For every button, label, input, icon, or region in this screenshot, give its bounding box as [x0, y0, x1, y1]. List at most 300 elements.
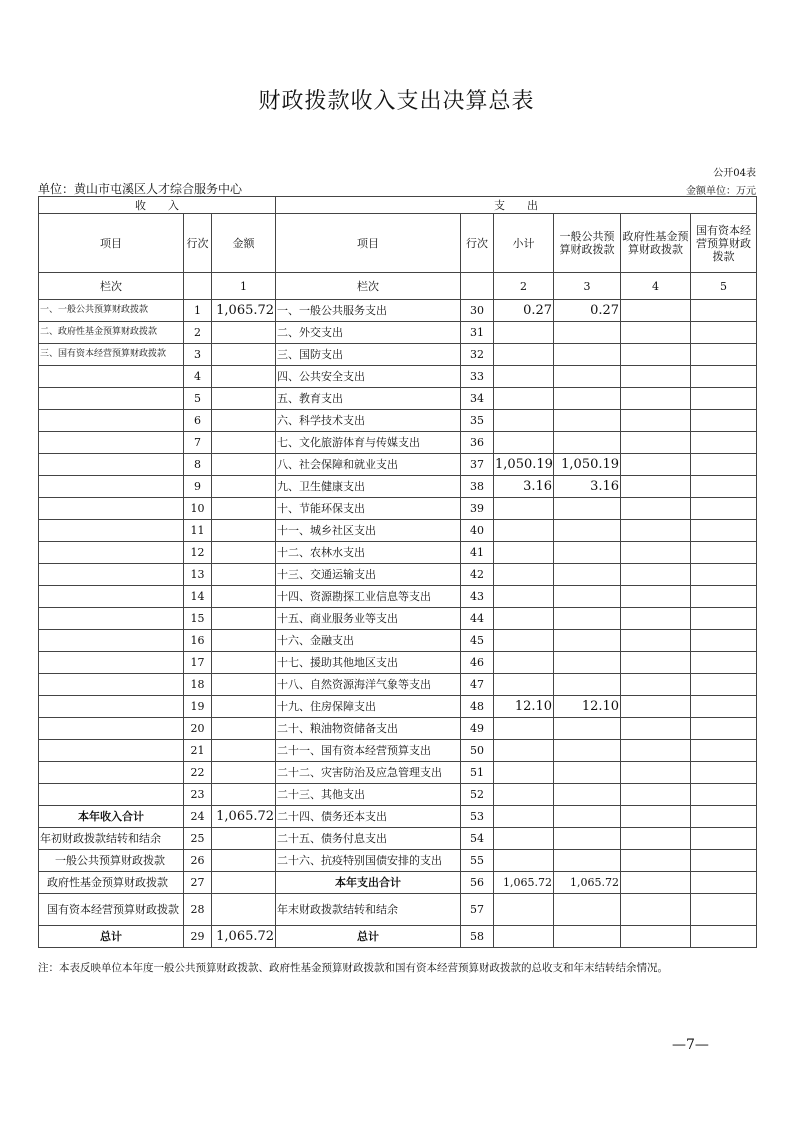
income-line-no-cell: 25 — [184, 828, 212, 850]
income-amount-cell — [212, 696, 276, 718]
state-capital-cell — [691, 696, 757, 718]
state-capital-cell — [691, 542, 757, 564]
income-item-cell — [39, 476, 184, 498]
income-line-no-cell: 26 — [184, 850, 212, 872]
expense-item-cell: 十九、住房保障支出 — [276, 696, 461, 718]
expense-line-no-cell: 31 — [461, 322, 494, 344]
table-row — [39, 784, 757, 806]
income-item-cell — [39, 784, 184, 806]
income-item-cell — [39, 696, 184, 718]
income-line-no-cell: 15 — [184, 608, 212, 630]
expense-line-no-cell: 44 — [461, 608, 494, 630]
income-amount-cell — [212, 674, 276, 696]
income-item-cell: 二、政府性基金预算财政拨款 — [39, 322, 184, 344]
income-line-no-cell: 11 — [184, 520, 212, 542]
subtotal-cell: 1,050.19 — [494, 454, 554, 476]
general-budget-cell — [554, 894, 621, 926]
income-item-cell — [39, 564, 184, 586]
expense-item-cell: 二十五、债务付息支出 — [276, 828, 461, 850]
fund-budget-cell — [621, 432, 691, 454]
income-line-no-cell: 6 — [184, 410, 212, 432]
table-row — [39, 828, 757, 850]
expense-item-cell: 六、科学技术支出 — [276, 410, 461, 432]
state-capital-cell — [691, 762, 757, 784]
income-amount-cell — [212, 608, 276, 630]
income-item-cell: 本年收入合计 — [39, 806, 184, 828]
income-amount-cell — [212, 652, 276, 674]
expense-line-no-cell: 53 — [461, 806, 494, 828]
income-line-no-cell: 20 — [184, 718, 212, 740]
income-item-cell: 一般公共预算财政拨款 — [39, 850, 184, 872]
income-line-no-cell: 29 — [184, 926, 212, 948]
expense-item-cell: 十五、商业服务业等支出 — [276, 608, 461, 630]
expense-item-cell: 二十六、抗疫特别国债安排的支出 — [276, 850, 461, 872]
state-capital-cell — [691, 740, 757, 762]
income-item-cell: 国有资本经营预算财政拨款 — [39, 894, 184, 926]
fund-budget-cell — [621, 850, 691, 872]
table-row — [39, 520, 757, 542]
fund-budget-cell — [621, 454, 691, 476]
fund-budget-cell — [621, 926, 691, 948]
income-amount-header: 金额 — [212, 214, 276, 273]
state-capital-cell — [691, 926, 757, 948]
subtotal-cell — [494, 498, 554, 520]
general-budget-cell — [554, 762, 621, 784]
income-line-no-cell: 17 — [184, 652, 212, 674]
general-budget-cell — [554, 498, 621, 520]
income-amount-cell: 1,065.72 — [212, 806, 276, 828]
table-row — [39, 388, 757, 410]
state-capital-cell — [691, 894, 757, 926]
general-budget-cell — [554, 608, 621, 630]
general-budget-cell: 3.16 — [554, 476, 621, 498]
income-item-cell — [39, 388, 184, 410]
expense-line-no-cell: 37 — [461, 454, 494, 476]
table-row — [39, 718, 757, 740]
income-amount-cell — [212, 498, 276, 520]
table-row — [39, 894, 757, 926]
general-budget-cell — [554, 388, 621, 410]
expense-line-no-cell: 51 — [461, 762, 494, 784]
income-item-cell — [39, 454, 184, 476]
expense-line-no-cell: 41 — [461, 542, 494, 564]
fund-budget-cell — [621, 322, 691, 344]
general-budget-cell — [554, 432, 621, 454]
subtotal-cell: 3.16 — [494, 476, 554, 498]
income-amount-cell — [212, 454, 276, 476]
state-capital-cell — [691, 586, 757, 608]
fund-budget-cell — [621, 498, 691, 520]
income-line-no-cell: 21 — [184, 740, 212, 762]
income-item-cell — [39, 410, 184, 432]
income-line-no-cell: 4 — [184, 366, 212, 388]
income-line-no-cell: 13 — [184, 564, 212, 586]
income-line-no-cell: 23 — [184, 784, 212, 806]
income-amount-cell — [212, 784, 276, 806]
expense-line-no-cell: 57 — [461, 894, 494, 926]
subtotal-cell — [494, 432, 554, 454]
income-amount-cell — [212, 762, 276, 784]
subtotal-cell — [494, 410, 554, 432]
column-index-row — [39, 273, 757, 300]
state-capital-cell — [691, 366, 757, 388]
expense-line-no-cell: 38 — [461, 476, 494, 498]
expense-item-cell: 总计 — [276, 926, 461, 948]
income-amount-cell — [212, 542, 276, 564]
income-item-cell — [39, 432, 184, 454]
expense-line-no-cell: 40 — [461, 520, 494, 542]
fund-budget-cell — [621, 608, 691, 630]
income-item-cell — [39, 674, 184, 696]
fund-budget-cell — [621, 388, 691, 410]
table-row — [39, 410, 757, 432]
income-line-no-cell: 19 — [184, 696, 212, 718]
page-title: 财政拨款收入支出决算总表 — [258, 89, 535, 114]
expense-item-cell: 二十一、国有资本经营预算支出 — [276, 740, 461, 762]
income-amount-cell — [212, 564, 276, 586]
income-line-no-cell: 22 — [184, 762, 212, 784]
fund-budget-cell — [621, 740, 691, 762]
table-row — [39, 630, 757, 652]
expense-line-no-cell: 36 — [461, 432, 494, 454]
income-amount-cell — [212, 630, 276, 652]
subtotal-cell — [494, 542, 554, 564]
fund-budget-cell — [621, 872, 691, 894]
state-capital-cell — [691, 828, 757, 850]
state-capital-cell — [691, 718, 757, 740]
state-capital-cell — [691, 850, 757, 872]
state-capital-cell — [691, 520, 757, 542]
form-code: 公开04表 — [713, 168, 756, 179]
income-line-no-cell: 8 — [184, 454, 212, 476]
income-item-cell — [39, 608, 184, 630]
general-budget-cell — [554, 784, 621, 806]
general-budget-cell — [554, 564, 621, 586]
income-item-cell — [39, 366, 184, 388]
expense-line-no-cell: 32 — [461, 344, 494, 366]
expense-item-cell: 五、教育支出 — [276, 388, 461, 410]
fund-budget-cell — [621, 564, 691, 586]
table-row — [39, 608, 757, 630]
state-capital-cell — [691, 564, 757, 586]
income-amount-cell — [212, 432, 276, 454]
income-amount-cell — [212, 828, 276, 850]
general-budget-cell — [554, 322, 621, 344]
state-capital-cell — [691, 806, 757, 828]
table-row — [39, 344, 757, 366]
col-index-4: 4 — [621, 273, 691, 300]
expense-line-no-cell: 46 — [461, 652, 494, 674]
expense-item-cell: 十一、城乡社区支出 — [276, 520, 461, 542]
income-item-cell: 总计 — [39, 926, 184, 948]
table-row — [39, 806, 757, 828]
subtotal-cell — [494, 894, 554, 926]
income-line-no-cell: 2 — [184, 322, 212, 344]
col-index-3: 3 — [554, 273, 621, 300]
col-index-5: 5 — [691, 273, 757, 300]
income-item-cell — [39, 542, 184, 564]
income-item-cell — [39, 520, 184, 542]
subtotal-cell — [494, 586, 554, 608]
expense-line-header: 行次 — [461, 214, 494, 273]
general-budget-cell — [554, 828, 621, 850]
general-budget-cell: 0.27 — [554, 300, 621, 322]
income-amount-cell — [212, 366, 276, 388]
state-capital-cell — [691, 476, 757, 498]
table-row — [39, 740, 757, 762]
expense-item-cell: 三、国防支出 — [276, 344, 461, 366]
state-capital-cell — [691, 410, 757, 432]
general-budget-cell — [554, 850, 621, 872]
subtotal-cell — [494, 322, 554, 344]
general-budget-cell — [554, 410, 621, 432]
state-capital-cell — [691, 432, 757, 454]
income-line-no-cell: 12 — [184, 542, 212, 564]
income-amount-cell — [212, 718, 276, 740]
income-line-no-cell: 28 — [184, 894, 212, 926]
income-amount-cell: 1,065.72 — [212, 926, 276, 948]
general-budget-cell — [554, 806, 621, 828]
income-amount-cell — [212, 520, 276, 542]
income-header: 收 入 — [39, 197, 276, 214]
subtotal-cell — [494, 926, 554, 948]
table-row — [39, 674, 757, 696]
expense-item-cell: 十四、资源勘探工业信息等支出 — [276, 586, 461, 608]
income-item-cell: 三、国有资本经营预算财政拨款 — [39, 344, 184, 366]
table-row — [39, 652, 757, 674]
income-col-index-label: 栏次 — [39, 273, 184, 300]
general-budget-cell — [554, 366, 621, 388]
income-amount-cell — [212, 476, 276, 498]
income-line-no-cell: 16 — [184, 630, 212, 652]
income-item-header: 项目 — [39, 214, 184, 273]
expense-item-cell: 本年支出合计 — [276, 872, 461, 894]
unit-label: 单位：黄山市屯溪区人才综合服务中心 — [38, 182, 243, 196]
general-budget-cell: 1,065.72 — [554, 872, 621, 894]
table-row — [39, 300, 757, 322]
income-item-cell — [39, 652, 184, 674]
expense-line-no-cell: 43 — [461, 586, 494, 608]
subtotal-cell — [494, 828, 554, 850]
expense-item-cell: 十六、金融支出 — [276, 630, 461, 652]
general-budget-cell — [554, 674, 621, 696]
state-capital-cell — [691, 784, 757, 806]
expense-line-no-cell: 55 — [461, 850, 494, 872]
fund-budget-cell — [621, 696, 691, 718]
subtotal-cell — [494, 630, 554, 652]
subtotal-header: 小计 — [494, 214, 554, 273]
income-item-cell — [39, 718, 184, 740]
income-line-no-cell: 3 — [184, 344, 212, 366]
income-line-no-cell: 14 — [184, 586, 212, 608]
subtotal-cell: 0.27 — [494, 300, 554, 322]
expense-item-cell: 二十三、其他支出 — [276, 784, 461, 806]
expense-line-no-cell: 42 — [461, 564, 494, 586]
expense-line-no-cell: 49 — [461, 718, 494, 740]
expense-line-no-cell: 50 — [461, 740, 494, 762]
income-line-no-cell: 18 — [184, 674, 212, 696]
fund-budget-cell — [621, 762, 691, 784]
expense-line-no-cell: 30 — [461, 300, 494, 322]
income-amount-cell — [212, 344, 276, 366]
subtotal-cell — [494, 344, 554, 366]
income-item-cell: 政府性基金预算财政拨款 — [39, 872, 184, 894]
expense-item-cell: 十七、援助其他地区支出 — [276, 652, 461, 674]
page-number: —7— — [672, 1037, 709, 1053]
expense-item-cell: 四、公共安全支出 — [276, 366, 461, 388]
income-line-no-cell: 1 — [184, 300, 212, 322]
state-capital-header: 国有资本经营预算财政拨款 — [691, 214, 757, 273]
state-capital-cell — [691, 300, 757, 322]
expense-item-cell: 十八、自然资源海洋气象等支出 — [276, 674, 461, 696]
expense-item-cell: 七、文化旅游体育与传媒支出 — [276, 432, 461, 454]
table-row — [39, 696, 757, 718]
subtotal-cell — [494, 564, 554, 586]
col-index-2: 2 — [494, 273, 554, 300]
general-budget-cell: 12.10 — [554, 696, 621, 718]
state-capital-cell — [691, 630, 757, 652]
money-unit: 金额单位：万元 — [686, 186, 756, 197]
expense-item-cell: 二十、粮油物资储备支出 — [276, 718, 461, 740]
expense-item-cell: 十二、农林水支出 — [276, 542, 461, 564]
header-row — [39, 214, 757, 273]
income-line-no-cell: 7 — [184, 432, 212, 454]
general-budget-cell — [554, 630, 621, 652]
fund-budget-cell — [621, 586, 691, 608]
subtotal-cell — [494, 366, 554, 388]
state-capital-cell — [691, 454, 757, 476]
general-budget-cell — [554, 652, 621, 674]
table-row — [39, 586, 757, 608]
expense-item-cell: 十、节能环保支出 — [276, 498, 461, 520]
general-budget-cell — [554, 520, 621, 542]
state-capital-cell — [691, 388, 757, 410]
expense-item-cell: 八、社会保障和就业支出 — [276, 454, 461, 476]
table-row — [39, 476, 757, 498]
state-capital-cell — [691, 872, 757, 894]
expense-item-cell: 一、一般公共服务支出 — [276, 300, 461, 322]
income-item-cell — [39, 630, 184, 652]
subtotal-cell — [494, 784, 554, 806]
general-budget-cell — [554, 718, 621, 740]
income-amount-cell — [212, 388, 276, 410]
income-item-cell — [39, 498, 184, 520]
expense-item-cell: 九、卫生健康支出 — [276, 476, 461, 498]
expense-col-index-label: 栏次 — [276, 273, 461, 300]
expense-header: 支 出 — [276, 197, 757, 214]
expense-item-header: 项目 — [276, 214, 461, 273]
expense-item-cell: 二、外交支出 — [276, 322, 461, 344]
income-amount-cell: 1,065.72 — [212, 300, 276, 322]
expense-line-no-cell: 45 — [461, 630, 494, 652]
subtotal-cell: 12.10 — [494, 696, 554, 718]
fund-budget-cell — [621, 674, 691, 696]
general-budget-cell — [554, 740, 621, 762]
income-amount-cell — [212, 410, 276, 432]
income-amount-cell — [212, 586, 276, 608]
expense-line-no-cell: 58 — [461, 926, 494, 948]
fund-budget-cell — [621, 828, 691, 850]
table-row — [39, 872, 757, 894]
fund-budget-cell — [621, 410, 691, 432]
expense-item-cell: 二十二、灾害防治及应急管理支出 — [276, 762, 461, 784]
fund-budget-cell — [621, 344, 691, 366]
fund-budget-cell — [621, 542, 691, 564]
subtotal-cell — [494, 762, 554, 784]
subtotal-cell — [494, 674, 554, 696]
subtotal-cell: 1,065.72 — [494, 872, 554, 894]
income-line-no-cell: 9 — [184, 476, 212, 498]
state-capital-cell — [691, 608, 757, 630]
income-item-cell — [39, 762, 184, 784]
subtotal-cell — [494, 740, 554, 762]
income-line-no-cell: 27 — [184, 872, 212, 894]
table-row — [39, 454, 757, 476]
income-line-no-cell: 10 — [184, 498, 212, 520]
subtotal-cell — [494, 520, 554, 542]
expense-item-cell: 二十四、债务还本支出 — [276, 806, 461, 828]
fund-budget-cell — [621, 300, 691, 322]
fund-budget-cell — [621, 718, 691, 740]
header-group-row — [39, 197, 757, 214]
fund-budget-cell — [621, 476, 691, 498]
subtotal-cell — [494, 718, 554, 740]
general-budget-cell — [554, 926, 621, 948]
income-item-cell: 年初财政拨款结转和结余 — [39, 828, 184, 850]
table-row — [39, 564, 757, 586]
table-row — [39, 850, 757, 872]
income-amount-cell — [212, 850, 276, 872]
col-index-1: 1 — [212, 273, 276, 300]
state-capital-cell — [691, 674, 757, 696]
expense-line-no-cell: 54 — [461, 828, 494, 850]
table-row — [39, 366, 757, 388]
income-item-cell: 一、一般公共预算财政拨款 — [39, 300, 184, 322]
income-amount-cell — [212, 872, 276, 894]
state-capital-cell — [691, 322, 757, 344]
table-row — [39, 322, 757, 344]
fund-budget-cell — [621, 630, 691, 652]
subtotal-cell — [494, 388, 554, 410]
income-line-header: 行次 — [184, 214, 212, 273]
expense-line-no-cell: 52 — [461, 784, 494, 806]
expense-line-no-cell: 35 — [461, 410, 494, 432]
state-capital-cell — [691, 498, 757, 520]
expense-line-no-cell: 47 — [461, 674, 494, 696]
general-budget-cell — [554, 542, 621, 564]
income-item-cell — [39, 586, 184, 608]
subtotal-cell — [494, 806, 554, 828]
subtotal-cell — [494, 608, 554, 630]
general-budget-header: 一般公共预算财政拨款 — [554, 214, 621, 273]
fund-budget-cell — [621, 784, 691, 806]
income-line-no-cell: 24 — [184, 806, 212, 828]
table-row — [39, 432, 757, 454]
expense-line-no-cell: 34 — [461, 388, 494, 410]
fund-budget-cell — [621, 366, 691, 388]
expense-item-cell: 十三、交通运输支出 — [276, 564, 461, 586]
general-budget-cell — [554, 586, 621, 608]
table-body — [39, 300, 757, 948]
summary-table — [38, 196, 757, 948]
income-line-no-cell: 5 — [184, 388, 212, 410]
expense-line-no-cell: 56 — [461, 872, 494, 894]
expense-line-no-cell: 33 — [461, 366, 494, 388]
table-row — [39, 762, 757, 784]
table-row — [39, 542, 757, 564]
fund-budget-cell — [621, 520, 691, 542]
expense-line-no-cell: 48 — [461, 696, 494, 718]
